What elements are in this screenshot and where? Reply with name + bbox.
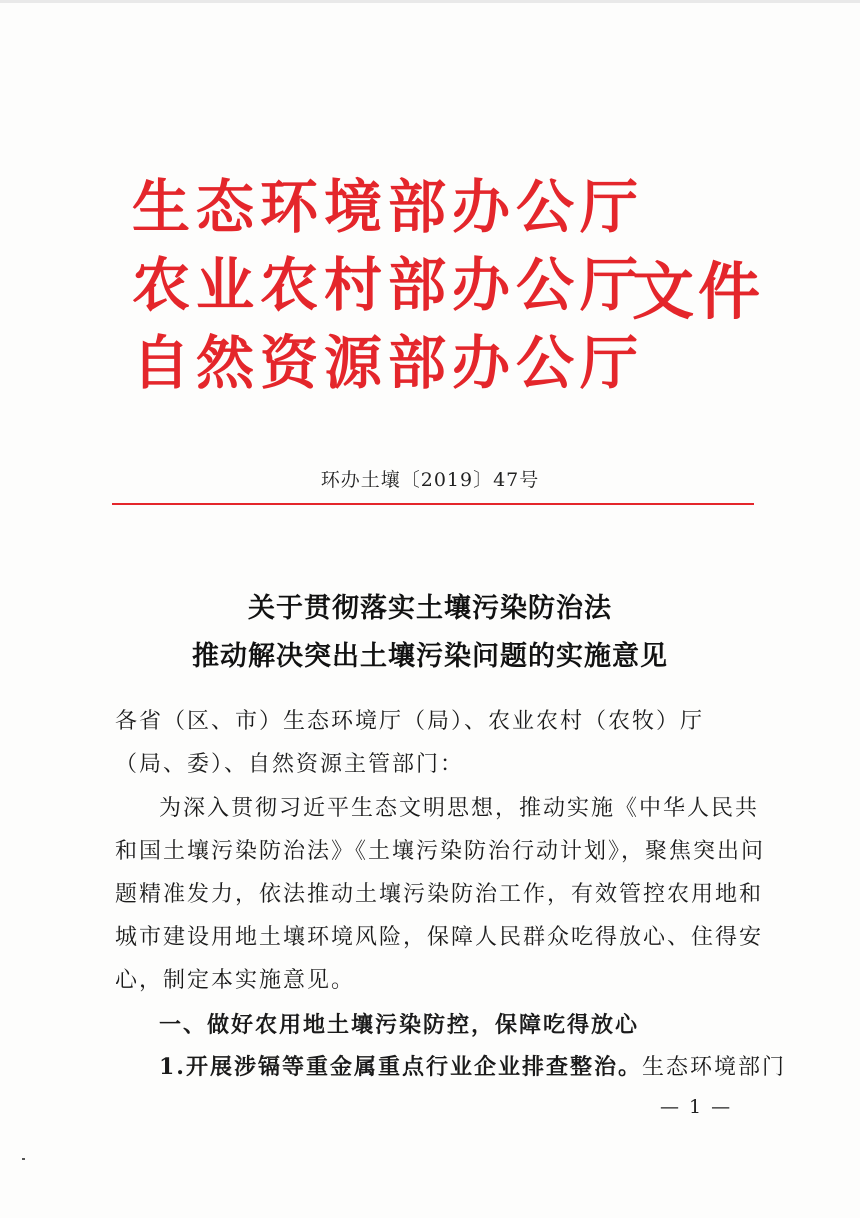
item-text: 生态环境部门 — [641, 1055, 786, 1080]
intro-paragraph: 为深入贯彻习近平生态文明思想，推动实施《中华人民共和国土壤污染防治法》《土壤污染防治行动计划》，聚焦突出问题精准发力，依法推动土壤污染防治工作，有效管控农用地和城市建设用地土壤环境风险，保障人民群众吃得放心、住得安心，制定本实施意见。 — [115, 796, 766, 993]
document-number: 环办土壤〔2019〕47号 — [320, 469, 540, 491]
page-number: — 1 — — [660, 1096, 733, 1118]
document-title-line-1: 关于贯彻落实土壤污染防治法 — [248, 593, 612, 624]
issuer-line: 生态环境部办公厅 — [132, 173, 645, 241]
item-heading: 1.开展涉镉等重金属重点行业企业排查整治。 — [159, 1054, 642, 1080]
item-line — [159, 1050, 786, 1081]
issuer-line: 农业农村部办公厅 — [132, 251, 645, 319]
scan-edge — [0, 0, 860, 3]
document-title-line-2: 推动解决突出土壤污染问题的实施意见 — [192, 641, 668, 672]
addressee: 各省（区、市）生态环境厅（局）、农业农村（农牧）厅（局、委）、自然资源主管部门： — [115, 709, 705, 777]
issuer-line: 自然资源部办公厅 — [132, 329, 645, 397]
section-heading: 一、做好农用地土壤污染防控，保障吃得放心 — [159, 1012, 640, 1038]
document-label: 文件 — [632, 255, 765, 328]
header-divider — [112, 503, 754, 505]
scan-speck — [22, 1158, 25, 1160]
document-header — [132, 175, 772, 395]
